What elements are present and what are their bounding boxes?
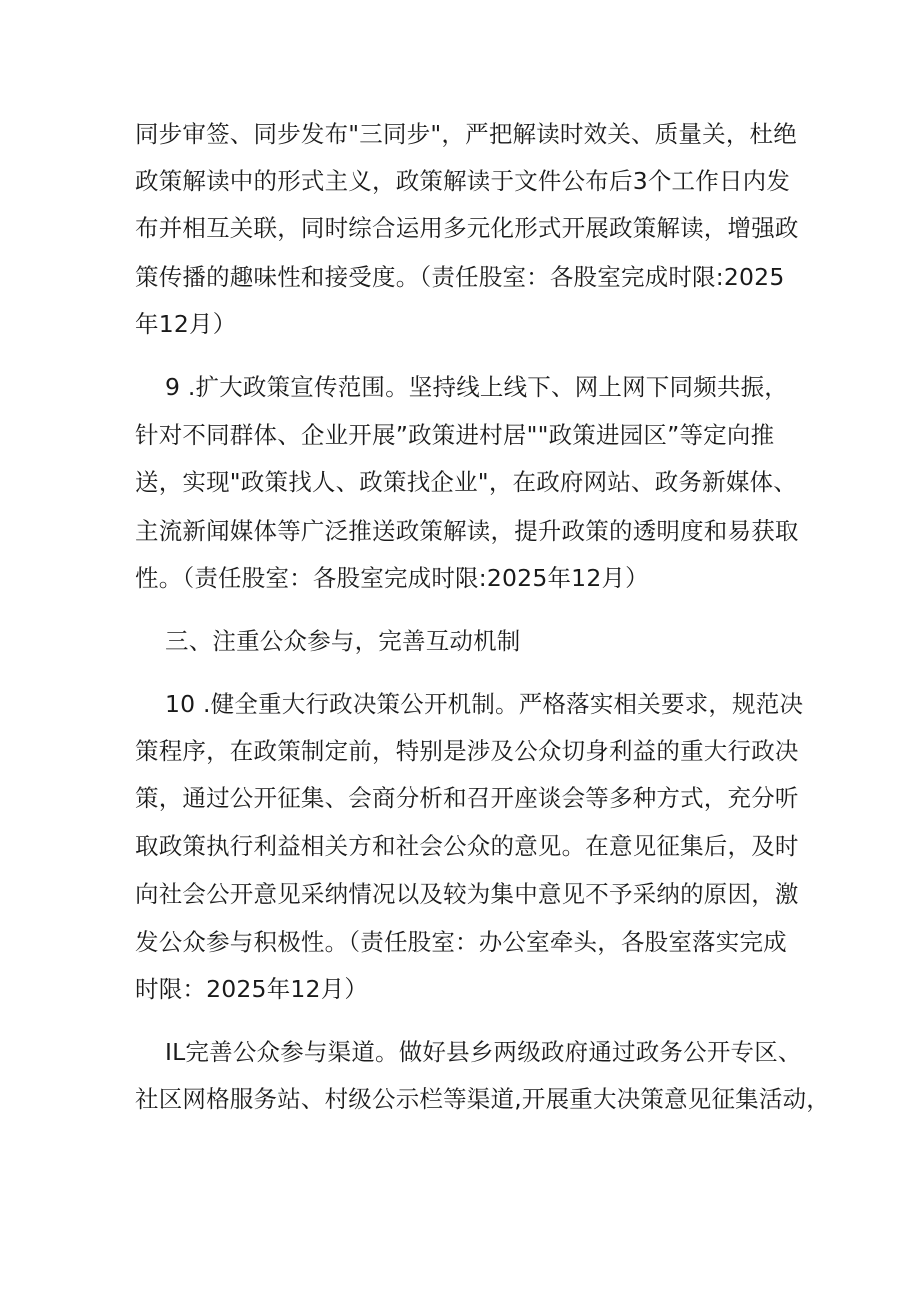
text-line: 时限：2025年12月）: [135, 975, 369, 1003]
text-line: 主流新闻媒体等广泛推送政策解读，提升政策的透明度和易获取: [135, 517, 799, 545]
section-heading: 三、注重公众参与，完善互动机制: [165, 627, 521, 655]
paragraph-10-first-line: 10 .健全重大行政决策公开机制。严格落实相关要求，规范决: [165, 690, 804, 718]
text-line: 向社会公开意见采纳情况以及较为集中意见不予采纳的原因，激: [135, 880, 799, 908]
text-line: 策，通过公开征集、会商分析和召开座谈会等多种方式，充分听: [135, 784, 799, 812]
text-line: 年12月）: [135, 310, 237, 338]
text-line: 发公众参与积极性。（责任股室：办公室牵头，各股室落实完成: [135, 928, 787, 956]
text-line: 针对不同群体、企业开展”政策进村居""政策进园区”等定向推: [135, 421, 775, 449]
text-line: 布并相互关联，同时综合运用多元化形式开展政策解读，增强政: [135, 214, 799, 242]
text-line: 社区网格服务站、村级公示栏等渠道,开展重大决策意见征集活动，: [135, 1085, 830, 1113]
paragraph-9-first-line: 9 .扩大政策宣传范围。坚持线上线下、网上网下同频共振，: [165, 373, 788, 401]
text-line: 政策解读中的形式主义，政策解读于文件公布后3个工作日内发: [135, 167, 791, 195]
text-line: 取政策执行利益相关方和社会公众的意见。在意见征集后，及时: [135, 832, 799, 860]
paragraph-11-first-line: IL完善公众参与渠道。做好县乡两级政府通过政务公开专区、: [165, 1038, 802, 1066]
text-line: 性。（责任股室：各股室完成时限:2025年12月）: [135, 564, 649, 592]
text-line: 送，实现"政策找人、政策找企业"，在政府网站、政务新媒体、: [135, 468, 797, 496]
text-line: 同步审签、同步发布"三同步"，严把解读时效关、质量关，杜绝: [135, 120, 797, 148]
text-line: 策传播的趣味性和接受度。（责任股室：各股室完成时限:2025: [135, 263, 785, 291]
text-line: 策程序，在政策制定前，特别是涉及公众切身利益的重大行政决: [135, 737, 799, 765]
